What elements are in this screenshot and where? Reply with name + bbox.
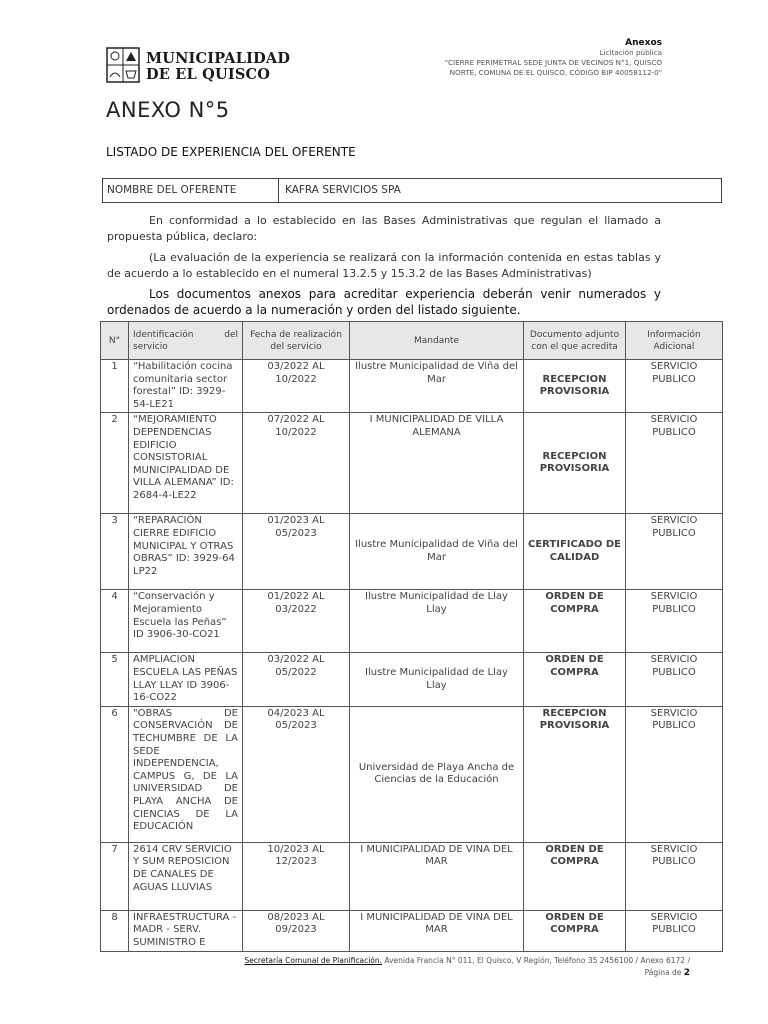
row-documento: ORDEN DE COMPRA <box>524 910 626 951</box>
row-documento: ORDEN DE COMPRA <box>524 590 626 653</box>
paragraph-documentos <box>107 286 661 318</box>
row-num: 1 <box>101 360 129 413</box>
page-footer <box>0 955 690 979</box>
table-row <box>101 653 723 706</box>
row-num: 8 <box>101 910 129 951</box>
row-fecha: 03/2022 AL 05/2022 <box>243 653 350 706</box>
table-row <box>101 910 723 951</box>
row-mandante: I MUNICIPALIDAD DE VINA DEL MAR <box>350 910 524 951</box>
row-mandante: Ilustre Municipalidad de Viña del Mar <box>350 360 524 413</box>
row-num: 7 <box>101 842 129 910</box>
row-info: SERVICIO PUBLICO <box>626 413 723 514</box>
row-num: 5 <box>101 653 129 706</box>
page-subtitle: LISTADO DE EXPERIENCIA DEL OFERENTE <box>106 145 356 159</box>
page-title: ANEXO N°5 <box>106 98 230 122</box>
row-ident: “Conservación y Mejoramiento Escuela las Peñas” ID 3906-30-CO21 <box>129 590 243 653</box>
row-ident: INFRAESTRUCTURA - MADR - SERV. SUMINISTRO E <box>129 910 243 951</box>
header-project-line1: "CIERRE PERIMETRAL SEDE JUNTA DE VECINOS N°1, QUISCO <box>444 58 662 67</box>
paragraph-conformidad-text: En conformidad a lo establecido en las Bases Administrativas que regulan el llamado a propuesta pública, declaro: <box>107 214 661 243</box>
row-documento: ORDEN DE COMPRA <box>524 653 626 706</box>
row-fecha: 10/2023 AL 12/2023 <box>243 842 350 910</box>
row-documento: RECEPCION PROVISORIA <box>524 360 626 413</box>
row-ident: "OBRAS DE CONSERVACIÓN DE TECHUMBRE DE LA SEDE INDEPENDENCIA, CAMPUS G, DE LA UNIVERSIDAD DE PLAYA ANCHA DE CIENCIAS DE LA EDUCACIÓN <box>129 706 243 842</box>
header-fecha: Fecha de realización del servicio <box>243 322 350 360</box>
paragraph-conformidad <box>107 213 661 245</box>
paragraph-evaluacion-text: (La evaluación de la experiencia se realizará con la información contenida en estas tablas y de acuerdo a lo establecido en el numeral 13.2.5 y 15.3.2 de las Bases Administrativas) <box>107 251 661 280</box>
table-row <box>101 842 723 910</box>
experience-table <box>100 321 723 952</box>
row-documento: RECEPCION PROVISORIA <box>524 706 626 842</box>
header-ident: Identificación del servicio <box>129 322 243 360</box>
row-mandante: Ilustre Municipalidad de Viña del Mar <box>350 514 524 590</box>
row-info: SERVICIO PUBLICO <box>626 653 723 706</box>
table-row <box>101 706 723 842</box>
row-info: SERVICIO PUBLICO <box>626 706 723 842</box>
row-fecha: 07/2022 AL 10/2022 <box>243 413 350 514</box>
table-header-row <box>101 322 723 360</box>
row-info: SERVICIO PUBLICO <box>626 842 723 910</box>
row-info: SERVICIO PUBLICO <box>626 590 723 653</box>
row-documento: RECEPCION PROVISORIA <box>524 413 626 514</box>
row-ident: AMPLIACION ESCUELA LAS PEÑAS LLAY LLAY ID 3906-16-CO22 <box>129 653 243 706</box>
footer-dept: Secretaría Comunal de Planificación. <box>244 956 383 965</box>
row-num: 4 <box>101 590 129 653</box>
row-mandante: Ilustre Municipalidad de Llay Llay <box>350 590 524 653</box>
header-num: N° <box>101 322 129 360</box>
header-anexos: Anexos <box>625 38 662 48</box>
header-licitacion: Licitación pública <box>599 48 662 57</box>
row-ident: “MEJORAMIENTO DEPENDENCIAS EDIFICIO CONSISTORIAL MUNICIPALIDAD DE VILLA ALEMANA” ID: 2684-4-LE22 <box>129 413 243 514</box>
row-num: 2 <box>101 413 129 514</box>
paragraph-evaluacion <box>107 250 661 282</box>
logo-text-line1: MUNICIPALIDAD <box>146 50 291 67</box>
row-documento: ORDEN DE COMPRA <box>524 842 626 910</box>
header-project-line2: NORTE, COMUNA DE EL QUISCO, CÓDIGO BIP 40058112-0" <box>449 68 662 77</box>
row-mandante: Ilustre Municipalidad de Llay Llay <box>350 653 524 706</box>
row-fecha: 03/2022 AL 10/2022 <box>243 360 350 413</box>
row-num: 6 <box>101 706 129 842</box>
row-ident: “REPARACIÓN CIERRE EDIFICIO MUNICIPAL Y OTRAS OBRAS” ID: 3929-64 LP22 <box>129 514 243 590</box>
paragraph-documentos-text: Los documentos anexos para acreditar experiencia deberán venir numerados y ordenados de acuerdo a la numeración y orden del listado siguiente. <box>107 287 661 317</box>
oferente-table <box>102 178 722 203</box>
table-row <box>101 590 723 653</box>
row-fecha: 08/2023 AL 09/2023 <box>243 910 350 951</box>
row-fecha: 01/2023 AL 05/2023 <box>243 514 350 590</box>
row-fecha: 04/2023 AL 05/2023 <box>243 706 350 842</box>
table-row <box>101 360 723 413</box>
table-row <box>101 514 723 590</box>
row-mandante: I MUNICIPALIDAD DE VILLA ALEMANA <box>350 413 524 514</box>
header-info: Información Adicional <box>626 322 723 360</box>
header-documento: Documento adjunto con el que acredita <box>524 322 626 360</box>
footer-page-total: 2 <box>683 968 690 978</box>
municipality-logo <box>106 47 306 87</box>
logo-text-line2: DE EL QUISCO <box>146 66 271 83</box>
row-info: SERVICIO PUBLICO <box>626 910 723 951</box>
coat-of-arms-icon <box>106 47 140 83</box>
footer-address: Avenida Francia N° 011, El Quisco, V Región, Teléfono 35 2456100 / Anexo 6172 / <box>382 956 690 965</box>
row-ident: “Habilitación cocina comunitaria sector forestal” ID: 3929-54-LE21 <box>129 360 243 413</box>
row-fecha: 01/2022 AL 03/2022 <box>243 590 350 653</box>
row-num: 3 <box>101 514 129 590</box>
oferente-value: KAFRA SERVICIOS SPA <box>285 184 401 196</box>
footer-page-label: Página de <box>644 968 684 977</box>
oferente-label: NOMBRE DEL OFERENTE <box>103 179 279 202</box>
row-info: SERVICIO PUBLICO <box>626 514 723 590</box>
row-mandante: I MUNICIPALIDAD DE VINA DEL MAR <box>350 842 524 910</box>
row-ident: 2614 CRV SERVICIO Y SUM REPOSICION DE CANALES DE AGUAS LLUVIAS <box>129 842 243 910</box>
row-info: SERVICIO PUBLICO <box>626 360 723 413</box>
header-mandante: Mandante <box>350 322 524 360</box>
footer-address-line <box>0 955 690 967</box>
row-documento: CERTIFICADO DE CALIDAD <box>524 514 626 590</box>
header-info <box>322 38 662 78</box>
table-row <box>101 413 723 514</box>
footer-page <box>0 967 690 979</box>
row-mandante: Universidad de Playa Ancha de Ciencias de la Educación <box>350 706 524 842</box>
